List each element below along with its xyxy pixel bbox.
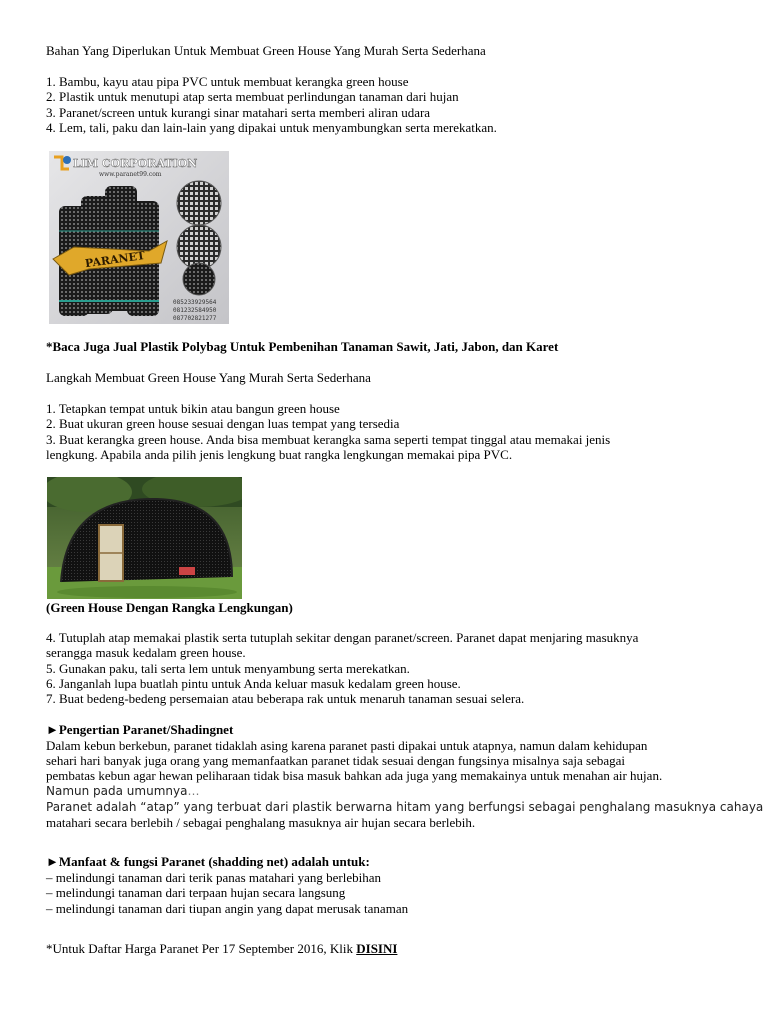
benefit-item: – melindungi tanaman dari terpaan hujan secara langsung	[46, 885, 346, 900]
brand-text: LIM CORPORATION	[73, 157, 198, 170]
definition-line: pembatas kebun agar hewan peliharaan tidak bisa masuk bahkan ada juga yang memakainya untuk menahan air hujan.	[46, 768, 663, 783]
greenhouse-photo	[47, 477, 242, 599]
definition-continuation	[46, 784, 199, 799]
phone-number: 081232584950	[173, 307, 217, 314]
benefits-heading: ►Manfaat & fungsi Paranet (shadding net) adalah untuk:	[46, 854, 370, 869]
materials-item: 2. Plastik untuk menutupi atap serta membuat perlindungan tanaman dari hujan	[46, 89, 459, 104]
photo-caption: (Green House Dengan Rangka Lengkungan)	[46, 600, 293, 615]
ellipsis: …	[187, 784, 200, 798]
see-also-heading: *Baca Juga Jual Plastik Polybag Untuk Pembenihan Tanaman Sawit, Jati, Jabon, dan Karet	[46, 339, 559, 354]
step-line: 4. Tutuplah atap memakai plastik serta tutuplah sekitar dengan paranet/screen. Paranet dapat menjaring masuknya	[46, 630, 639, 645]
definition-line: Paranet adalah “atap” yang terbuat dari plastik berwarna hitam yang berfungsi sebagai penghalang masuknya cahaya	[46, 800, 764, 814]
phone-number: 087702821277	[173, 315, 217, 322]
benefit-item: – melindungi tanaman dari terik panas matahari yang berlebihan	[46, 870, 381, 885]
step-line: lengkung. Apabila anda pilih jenis lengkung buat rangka lengkungan memakai pipa PVC.	[46, 447, 513, 462]
step-line: 7. Buat bedeng-bedeng persemaian atau beberapa rak untuk menaruh tanaman sesuai selera.	[46, 691, 525, 706]
materials-title: Bahan Yang Diperlukan Untuk Membuat Green House Yang Murah Serta Sederhana	[46, 43, 486, 58]
definition-heading: ►Pengertian Paranet/Shadingnet	[46, 722, 234, 737]
definition-more-text: Namun pada umumnya	[46, 784, 188, 798]
step-line: 5. Gunakan paku, tali serta lem untuk menyambung serta merekatkan.	[46, 661, 410, 676]
materials-item: 4. Lem, tali, paku dan lain-lain yang dipakai untuk menyambungkan serta merekatkan.	[46, 120, 497, 135]
benefit-item: – melindungi tanaman dari tiupan angin yang dapat merusak tanaman	[46, 901, 409, 916]
materials-item: 3. Paranet/screen untuk kurangi sinar matahari serta memberi aliran udara	[46, 105, 431, 120]
definition-line: Dalam kebun berkebun, paranet tidaklah asing karena paranet pasti dipakai untuk atapnya, namun dalam kehidupan	[46, 738, 648, 753]
materials-item: 1. Bambu, kayu atau pipa PVC untuk membuat kerangka green house	[46, 74, 409, 89]
price-note	[46, 941, 397, 956]
ribbon-text: PARANET	[84, 249, 146, 271]
definition-line: sehari hari banyak juga orang yang memanfaatkan paranet tidak sesuai dengan fungsinya misalnya saja sebagai	[46, 753, 626, 768]
disini-link[interactable]: DISINI	[356, 941, 398, 956]
steps-title: Langkah Membuat Green House Yang Murah Serta Sederhana	[46, 370, 371, 385]
step-line: 2. Buat ukuran green house sesuai dengan luas tempat yang tersedia	[46, 416, 400, 431]
definition-line: matahari secara berlebih / sebagai penghalang masuknya air hujan secara berlebih.	[46, 815, 476, 830]
paranet-product-image	[49, 151, 229, 324]
website-text: www.paranet99.com	[99, 171, 162, 178]
step-line: 1. Tetapkan tempat untuk bikin atau bangun green house	[46, 401, 340, 416]
phone-number: 085233929564	[173, 299, 217, 306]
step-line: 6. Janganlah lupa buatlah pintu untuk Anda keluar masuk kedalam green house.	[46, 676, 461, 691]
price-note-text: *Untuk Daftar Harga Paranet Per 17 September 2016, Klik	[46, 941, 357, 956]
step-line: serangga masuk kedalam green house.	[46, 645, 246, 660]
step-line: 3. Buat kerangka green house. Anda bisa membuat kerangka sama seperti tempat tinggal atau memakai jenis	[46, 432, 611, 447]
